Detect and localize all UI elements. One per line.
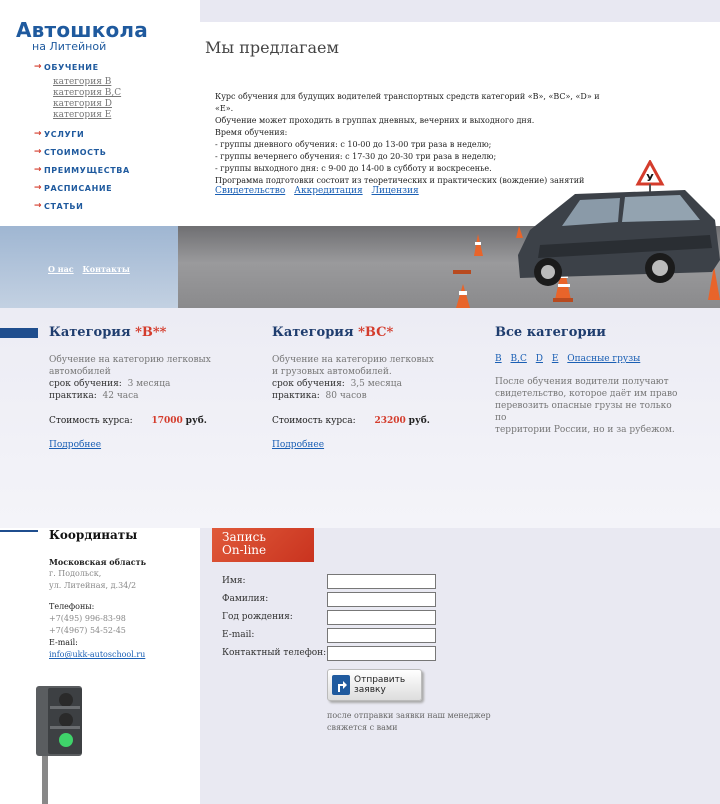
category-bc-term: срок обучения: 3,5 месяца	[272, 379, 402, 389]
offer-line: Программа подготовки состоит из теоретических и практических (вождение) занятий	[215, 176, 585, 185]
link-category-d[interactable]: D	[535, 354, 543, 364]
banner-left-panel	[0, 226, 180, 308]
logo-subtitle: на Литейной	[32, 40, 107, 53]
license-link[interactable]: Лицензия	[371, 186, 419, 196]
menu-item-label: УСЛУГИ	[44, 130, 85, 139]
phones-label: Телефоны:	[49, 602, 95, 611]
coordinates-title: Координаты	[49, 528, 138, 542]
all-categories-card	[495, 325, 685, 436]
email-label: E-mail:	[222, 630, 255, 640]
category-bc-title: Категория *BC*	[272, 325, 394, 340]
submenu-item-category-b[interactable]: категория B	[53, 77, 112, 87]
address-line: ул. Литейная, д.34/2	[49, 581, 137, 590]
surname-label: Фамилия:	[222, 594, 269, 604]
menu-item-label: СТОИМОСТЬ	[44, 148, 107, 157]
category-b-card	[49, 325, 239, 450]
menu-item-schedule[interactable]	[34, 183, 194, 194]
region: Московская область	[49, 557, 147, 567]
sign-letter: У	[646, 173, 654, 184]
all-categories-links	[495, 354, 685, 364]
arrow-right-icon: →	[34, 147, 43, 157]
submenu-item-category-d[interactable]: категория D	[53, 99, 112, 109]
offer-line: Обучение может проходить в группах дневных, вечерних и выходного дня.	[215, 116, 535, 125]
phone: +7(495) 996-83-98	[49, 614, 126, 623]
banner-links	[48, 264, 136, 274]
email-input[interactable]	[327, 628, 436, 643]
submit-request-button[interactable]	[327, 669, 422, 701]
category-b-desc: Обучение на категорию легковых автомобилей	[49, 355, 211, 377]
menu-item-cost[interactable]	[34, 147, 194, 158]
logo-title: Автошкола	[16, 18, 148, 42]
email-link[interactable]: info@ukk-autoschool.ru	[49, 650, 146, 659]
link-dangerous-goods[interactable]: Опасные грузы	[567, 354, 641, 364]
top-strip	[200, 0, 720, 22]
price-amount: 17000	[151, 416, 183, 426]
category-b-code: *B**	[135, 325, 167, 340]
arrow-right-icon: →	[34, 165, 43, 175]
category-bc-practice: практика: 80 часов	[272, 391, 367, 401]
email-label: E-mail:	[49, 638, 78, 647]
accreditation-link[interactable]: Аккредитация	[294, 186, 363, 196]
offer-line: - группы вечернего обучения: с 17-30 до 20-30 три раза в неделю;	[215, 152, 497, 161]
category-b-term: срок обучения: 3 месяца	[49, 379, 171, 389]
arrow-right-icon: →	[34, 183, 43, 193]
form-note: после отправки заявки наш менеджер свяжется с вами	[327, 711, 491, 732]
surname-input[interactable]	[327, 592, 436, 607]
menu-item-advantages[interactable]	[34, 165, 194, 176]
price-amount: 23200	[374, 416, 406, 426]
about-link[interactable]: О нас	[48, 264, 74, 274]
name-label: Имя:	[222, 576, 246, 586]
footer-section	[0, 528, 720, 804]
phone-label: Контактный телефон:	[222, 648, 327, 658]
category-b-more-link[interactable]: Подробнее	[49, 440, 102, 450]
link-category-b[interactable]: B	[495, 354, 502, 364]
submenu-item-category-bc[interactable]: категория B,C	[53, 88, 122, 98]
category-b-practice: практика: 42 часа	[49, 391, 139, 401]
category-bc-desc: Обучение на категорию легковых и грузовых автомобилей.	[272, 355, 434, 377]
name-input[interactable]	[327, 574, 436, 589]
birth-year-input[interactable]	[327, 610, 436, 625]
traffic-light-icon	[34, 686, 84, 804]
menu-item-label: СТАТЬИ	[44, 202, 84, 211]
certificate-link[interactable]: Свидетельство	[215, 186, 286, 196]
all-categories-text: После обучения водители получают свидетельство, которое даёт им право перевозить опасные грузы не только по территории России, но и за рубежом.	[495, 377, 678, 435]
category-bc-card	[272, 325, 462, 450]
section-marker	[0, 530, 38, 532]
categories-section	[0, 308, 720, 528]
arrow-right-icon: →	[34, 129, 43, 139]
category-b-title: Категория *B**	[49, 325, 167, 340]
phone-input[interactable]	[327, 646, 436, 661]
offer-links	[215, 186, 425, 196]
phone: +7(4967) 54-52-45	[49, 626, 126, 635]
link-category-bc[interactable]: B,C	[510, 354, 527, 364]
offer-line: Время обучения:	[215, 128, 288, 137]
contacts-link[interactable]: Контакты	[82, 264, 130, 274]
birth-year-label: Год рождения:	[222, 612, 293, 622]
offer-line: - группы выходного дня: с 9-00 до 14-00 в субботу и воскресенье.	[215, 164, 492, 173]
turn-arrow-icon	[332, 675, 350, 695]
offer-line: - группы дневного обучения: с 10-00 до 13-00 три раза в неделю;	[215, 140, 492, 149]
form-header: Запись On-line	[212, 528, 314, 562]
arrow-right-icon: →	[34, 201, 43, 211]
coordinates	[49, 528, 199, 661]
category-bc-code: *BC*	[358, 325, 394, 340]
menu-item-articles[interactable]	[34, 201, 194, 212]
menu-item-label: ОБУЧЕНИЕ	[44, 63, 99, 72]
address-line: г. Подольск,	[49, 569, 102, 578]
main-menu	[34, 62, 194, 212]
arrow-right-icon: →	[34, 62, 43, 72]
category-bc-price: Стоимость курса: 23200 руб.	[272, 416, 430, 426]
signup-form	[200, 528, 720, 804]
logo[interactable]	[16, 18, 148, 53]
submenu-training	[53, 77, 194, 121]
menu-item-training[interactable]	[34, 62, 194, 73]
submit-label: Отправить	[354, 675, 406, 685]
category-bc-more-link[interactable]: Подробнее	[272, 440, 325, 450]
offer-line: Курс обучения для будущих водителей транспортных средств категорий «B», «BC», «D» и «E».	[215, 92, 600, 113]
menu-item-label: РАСПИСАНИЕ	[44, 184, 113, 193]
offer-title: Мы предлагаем	[205, 38, 339, 57]
car-icon	[500, 160, 720, 295]
category-b-price: Стоимость курса: 17000 руб.	[49, 416, 207, 426]
submit-label: заявку	[354, 685, 386, 695]
menu-item-label: ПРЕИМУЩЕСТВА	[44, 166, 130, 175]
all-categories-title: Все категории	[495, 325, 606, 340]
submenu-item-category-e[interactable]: категория E	[53, 110, 112, 120]
menu-item-services[interactable]	[34, 129, 194, 140]
section-marker	[0, 328, 38, 338]
link-category-e[interactable]: E	[551, 354, 559, 364]
